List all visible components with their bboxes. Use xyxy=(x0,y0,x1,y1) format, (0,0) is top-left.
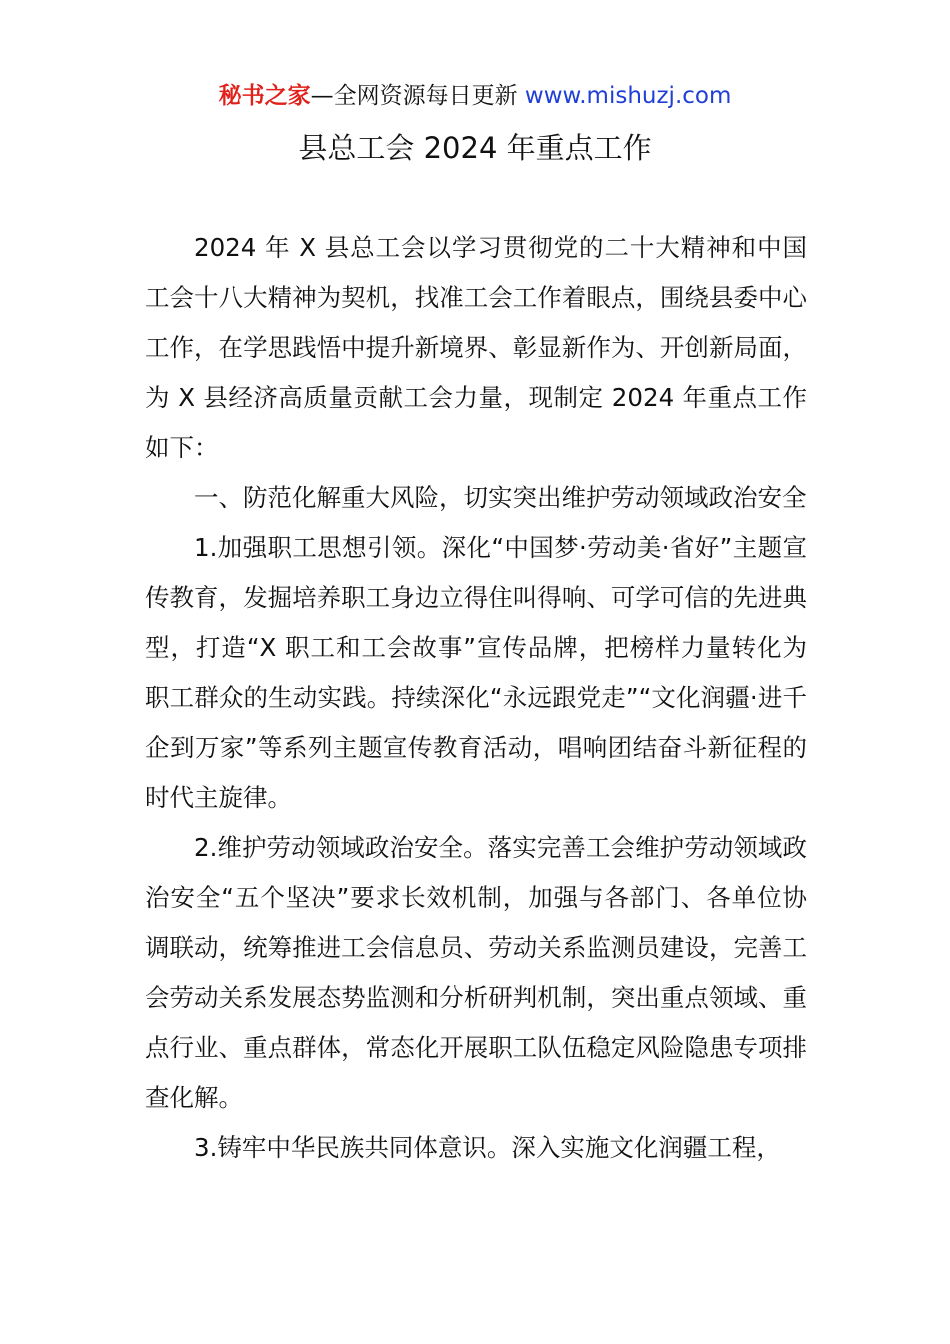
paragraph-item-3: 3.铸牢中华民族共同体意识。深入实施文化润疆工程， xyxy=(194,1133,781,1162)
site-header xyxy=(0,80,950,112)
section-heading-1: 一、防范化解重大风险，切实突出维护劳动领域政治安全 xyxy=(194,483,807,512)
document-title: 县总工会 2024 年重点工作 xyxy=(298,131,652,165)
paragraph-item-2: 2.维护劳动领域政治安全。落实完善工会维护劳动领域政治安全“五个坚决”要求长效机制，加强与各部门、各单位协调联动，统筹推进工会信息员、劳动关系监测员建设，完善工会劳动关系发展态势监测和分析研判机制，突出重点领域、重点行业、重点群体，常态化开展职工队伍稳定风险隐患专项排查化解。 xyxy=(145,833,807,1112)
paragraph-item-1: 1.加强职工思想引领。深化“中国梦·劳动美·省好”主题宣传教育，发掘培养职工身边立得住叫得响、可学可信的先进典型，打造“X 职工和工会故事”宣传品牌，把榜样力量转化为职工群众的生动实践。持续深化“永远跟党走”“文化润疆·进千企到万家”等系列主题宣传教育活动，唱响团结奋斗新征程的时代主旋律。 xyxy=(145,533,807,812)
paragraph-intro: 2024 年 X 县总工会以学习贯彻党的二十大精神和中国工会十八大精神为契机，找准工会工作着眼点，围绕县委中心工作，在学思践悟中提升新境界、彰显新作为、开创新局面，为 X 县经济高质量贡献工会力量，现制定 2024 年重点工作如下： xyxy=(145,233,807,462)
header-tagline: —全网资源每日更新 xyxy=(310,83,525,109)
site-url-link[interactable]: www.mishuzj.com xyxy=(524,83,732,109)
document-body xyxy=(145,223,807,1173)
brand-name: 秘书之家 xyxy=(218,83,311,109)
